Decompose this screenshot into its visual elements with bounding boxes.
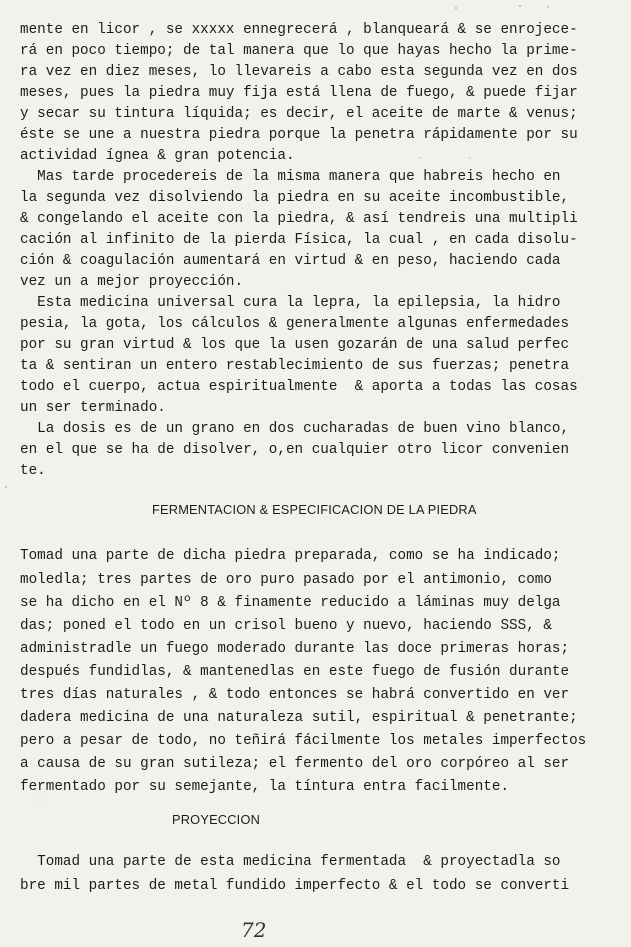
page-number: 72 <box>241 918 267 942</box>
text-line: mente en licor , se xxxxx ennegrecerá , blanqueará & se enrojece- <box>20 22 578 38</box>
text-line: & congelando el aceite con la piedra, & así tendreis una multipli <box>20 211 578 227</box>
text-line: ra vez en diez meses, lo llevareis a cabo esta segunda vez en dos <box>20 64 578 80</box>
text-line: actividad ígnea & gran potencia. <box>20 148 295 164</box>
text-line: y secar su tintura líquida; es decir, el aceite de marte & venus; <box>20 106 578 122</box>
text-line: cación al infinito de la pierda Física, la cual , en cada disolu- <box>20 232 578 248</box>
text-line: rá en poco tiempo; de tal manera que lo que hayas hecho la prime- <box>20 43 578 59</box>
text-line: todo el cuerpo, actua espiritualmente & aporta a todas las cosas <box>20 379 578 395</box>
text-line: te. <box>20 463 46 479</box>
text-line: fermentado por su semejante, la tíntura entra facilmente. <box>20 779 510 795</box>
text-line: ción & coagulación aumentará en virtud & en peso, haciendo cada <box>20 253 561 269</box>
text-line: a causa de su gran sutileza; el fermento del oro corpóreo al ser <box>20 756 570 772</box>
section-heading-projection: PROYECCION <box>172 812 261 827</box>
text-line: dadera medicina de una naturaleza sutil, espiritual & penetrante; <box>20 710 578 726</box>
text-line: éste se une a nuestra piedra porque la penetra rápidamente por su <box>20 127 578 143</box>
text-line: Esta medicina universal cura la lepra, la epilepsia, la hidro <box>20 295 561 311</box>
section-heading-fermentation: FERMENTACION & ESPECIFICACION DE LA PIEDRA <box>152 502 477 517</box>
text-line: ta & sentiran un entero restablecimiento de sus fuerzas; penetra <box>20 358 570 374</box>
text-line: vez un a mejor proyección. <box>20 274 244 290</box>
text-line: en el que se ha de disolver, o,en cualquier otro licor convenien <box>20 442 570 458</box>
text-line: por su gran virtud & los que la usen gozarán de una salud perfec <box>20 337 570 353</box>
text-line: administradle un fuego moderado durante las doce primeras horas; <box>20 641 570 657</box>
text-line: tres días naturales , & todo entonces se habrá convertido en ver <box>20 687 570 703</box>
text-line: moledla; tres partes de oro puro pasado por el antimonio, como <box>20 572 552 588</box>
text-line: bre mil partes de metal fundido imperfecto & el todo se converti <box>20 878 570 894</box>
text-line: pero a pesar de todo, no teñirá fácilmente los metales imperfectos <box>20 733 587 749</box>
text-line: das; poned el todo en un crisol bueno y nuevo, haciendo SSS, & <box>20 618 552 634</box>
text-line: pesia, la gota, los cálculos & generalmente algunas enfermedades <box>20 316 570 332</box>
text-line: se ha dicho en el Nº 8 & finamente reducido a láminas muy delga <box>20 595 561 611</box>
text-line: Mas tarde procedereis de la misma manera que habreis hecho en <box>20 169 561 185</box>
text-line: La dosis es de un grano en dos cucharadas de buen vino blanco, <box>20 421 570 437</box>
text-line: un ser terminado. <box>20 400 166 416</box>
text-line: Tomad una parte de dicha piedra preparada, como se ha indicado; <box>20 548 561 564</box>
text-line: la segunda vez disolviendo la piedra en su aceite incombustible, <box>20 190 570 206</box>
text-line: Tomad una parte de esta medicina fermentada & proyectadla so <box>20 854 561 870</box>
text-line: después fundidlas, & mantenedlas en este fuego de fusión durante <box>20 664 570 680</box>
text-line: meses, pues la piedra muy fija está llena de fuego, & puede fijar <box>20 85 578 101</box>
